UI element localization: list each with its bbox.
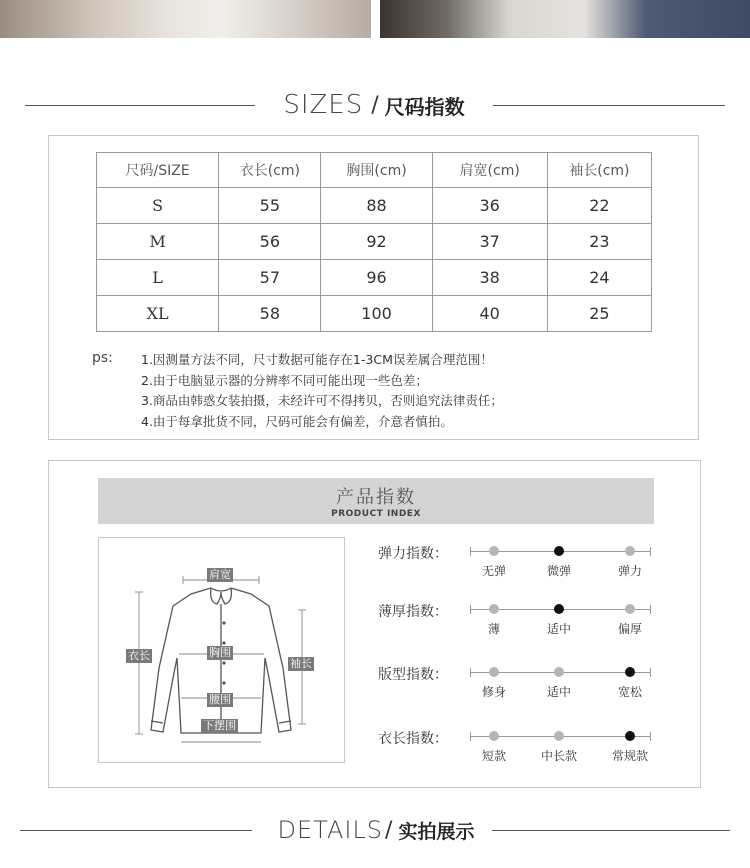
index-row-label: 薄厚指数： [378,604,448,620]
garment-diagram [98,537,345,763]
garment-label-length: 衣长 [128,649,150,662]
title-rule-left [20,830,252,831]
table-cell: 92 [321,224,432,260]
index-option-label: 弹力 [617,564,643,578]
note-line: 3.商品由韩惑女装拍摄，未经许可不得拷贝，否则追究法律责任； [141,393,503,408]
garment-label-sleeve: 袖长 [290,657,312,670]
index-row-length [378,731,658,776]
index-option-dot [625,546,635,556]
sizes-title-separator: / [371,92,379,118]
index-track [470,609,651,636]
index-option-dot-selected [554,604,564,614]
index-option-label: 薄 [487,622,501,636]
index-track [470,672,651,699]
index-option-dot-selected [625,667,635,677]
size-label: L [97,260,219,296]
size-label: S [97,188,219,224]
index-option-label: 修身 [481,685,507,699]
index-row-thickness [378,604,658,649]
note-line: 1.因测量方法不同，尺寸数据可能存在1-3CM误差属合理范围！ [141,352,493,367]
table-cell: 56 [219,224,321,260]
table-cell: 100 [321,296,432,332]
track-cap [470,668,471,677]
size-label: M [97,224,219,260]
size-table-header: 袖长(cm) [547,153,651,188]
size-table-header: 衣长(cm) [219,153,321,188]
top-photo-right [380,0,750,38]
title-rule-right [493,105,725,106]
index-option-dot [489,604,499,614]
index-option-dot [489,546,499,556]
track-cap [650,605,651,614]
track-cap [650,732,651,741]
details-title-separator: / [385,817,393,843]
table-cell: 36 [432,188,547,224]
sizes-title-en: SIZES [283,90,364,120]
index-option-label: 适中 [546,685,572,699]
index-row-label: 衣长指数： [378,731,448,747]
product-index-title-en: PRODUCT INDEX [331,509,421,519]
size-label: XL [97,296,219,332]
table-cell: 40 [432,296,547,332]
index-option-dot-selected [625,731,635,741]
product-index-title-cn: 产品指数 [336,487,416,508]
index-option-dot-selected [554,546,564,556]
details-section-title [0,814,750,846]
index-option-dot [554,667,564,677]
index-option-dot [489,667,499,677]
table-cell: 22 [547,188,651,224]
details-title-en: DETAILS [277,816,384,844]
track-cap [470,605,471,614]
track-cap [470,732,471,741]
table-cell: 37 [432,224,547,260]
sizes-title-cn: 尺码指数 [384,94,465,119]
size-table-header: 肩宽(cm) [432,153,547,188]
index-row-elasticity [378,546,658,591]
index-row-label: 弹力指数： [378,546,448,562]
index-option-dot [489,731,499,741]
index-option-label: 偏厚 [617,622,643,636]
size-table-header: 胸围(cm) [321,153,432,188]
index-track [470,551,651,578]
index-option-label: 短款 [481,749,507,763]
sizes-section-title [0,88,750,122]
index-option-label: 中长款 [540,749,578,763]
index-option-label: 常规款 [611,749,649,763]
table-cell: 24 [547,260,651,296]
table-cell: 25 [547,296,651,332]
size-table-header: 尺码/SIZE [97,153,219,188]
table-cell: 55 [219,188,321,224]
title-rule-right [492,830,730,831]
garment-label-shoulder: 肩宽 [209,568,231,581]
track-cap [470,547,471,556]
size-table [96,152,652,332]
garment-label-chest: 胸围 [209,646,231,659]
title-rule-left [25,105,255,106]
index-row-label: 版型指数： [378,667,448,683]
garment-label-hem: 下摆围 [203,719,236,732]
index-option-label: 无弹 [481,564,507,578]
index-row-fit [378,667,658,712]
size-table-header-row [97,153,652,188]
index-option-dot [625,604,635,614]
notes-list [141,350,503,432]
track-cap [650,668,651,677]
garment-label-waist: 腰围 [209,693,231,706]
notes-label: ps: [92,350,113,366]
table-row [97,224,652,260]
index-option-dot [554,731,564,741]
table-row [97,260,652,296]
index-option-label: 宽松 [617,685,643,699]
table-row [97,188,652,224]
table-cell: 38 [432,260,547,296]
table-cell: 88 [321,188,432,224]
index-track [470,736,651,763]
product-index-header [98,478,654,524]
index-option-label: 微弹 [546,564,572,578]
track-cap [650,547,651,556]
top-photo-left [0,0,371,38]
table-cell: 58 [219,296,321,332]
table-row [97,296,652,332]
table-cell: 23 [547,224,651,260]
note-line: 2.由于电脑显示器的分辨率不同可能出现一些色差； [141,372,428,388]
note-line: 4.由于每拿批货不同，尺码可能会有偏差，介意者慎拍。 [141,413,453,429]
table-cell: 96 [321,260,432,296]
index-option-label: 适中 [546,622,572,636]
table-cell: 57 [219,260,321,296]
details-title-cn: 实拍展示 [398,820,475,843]
